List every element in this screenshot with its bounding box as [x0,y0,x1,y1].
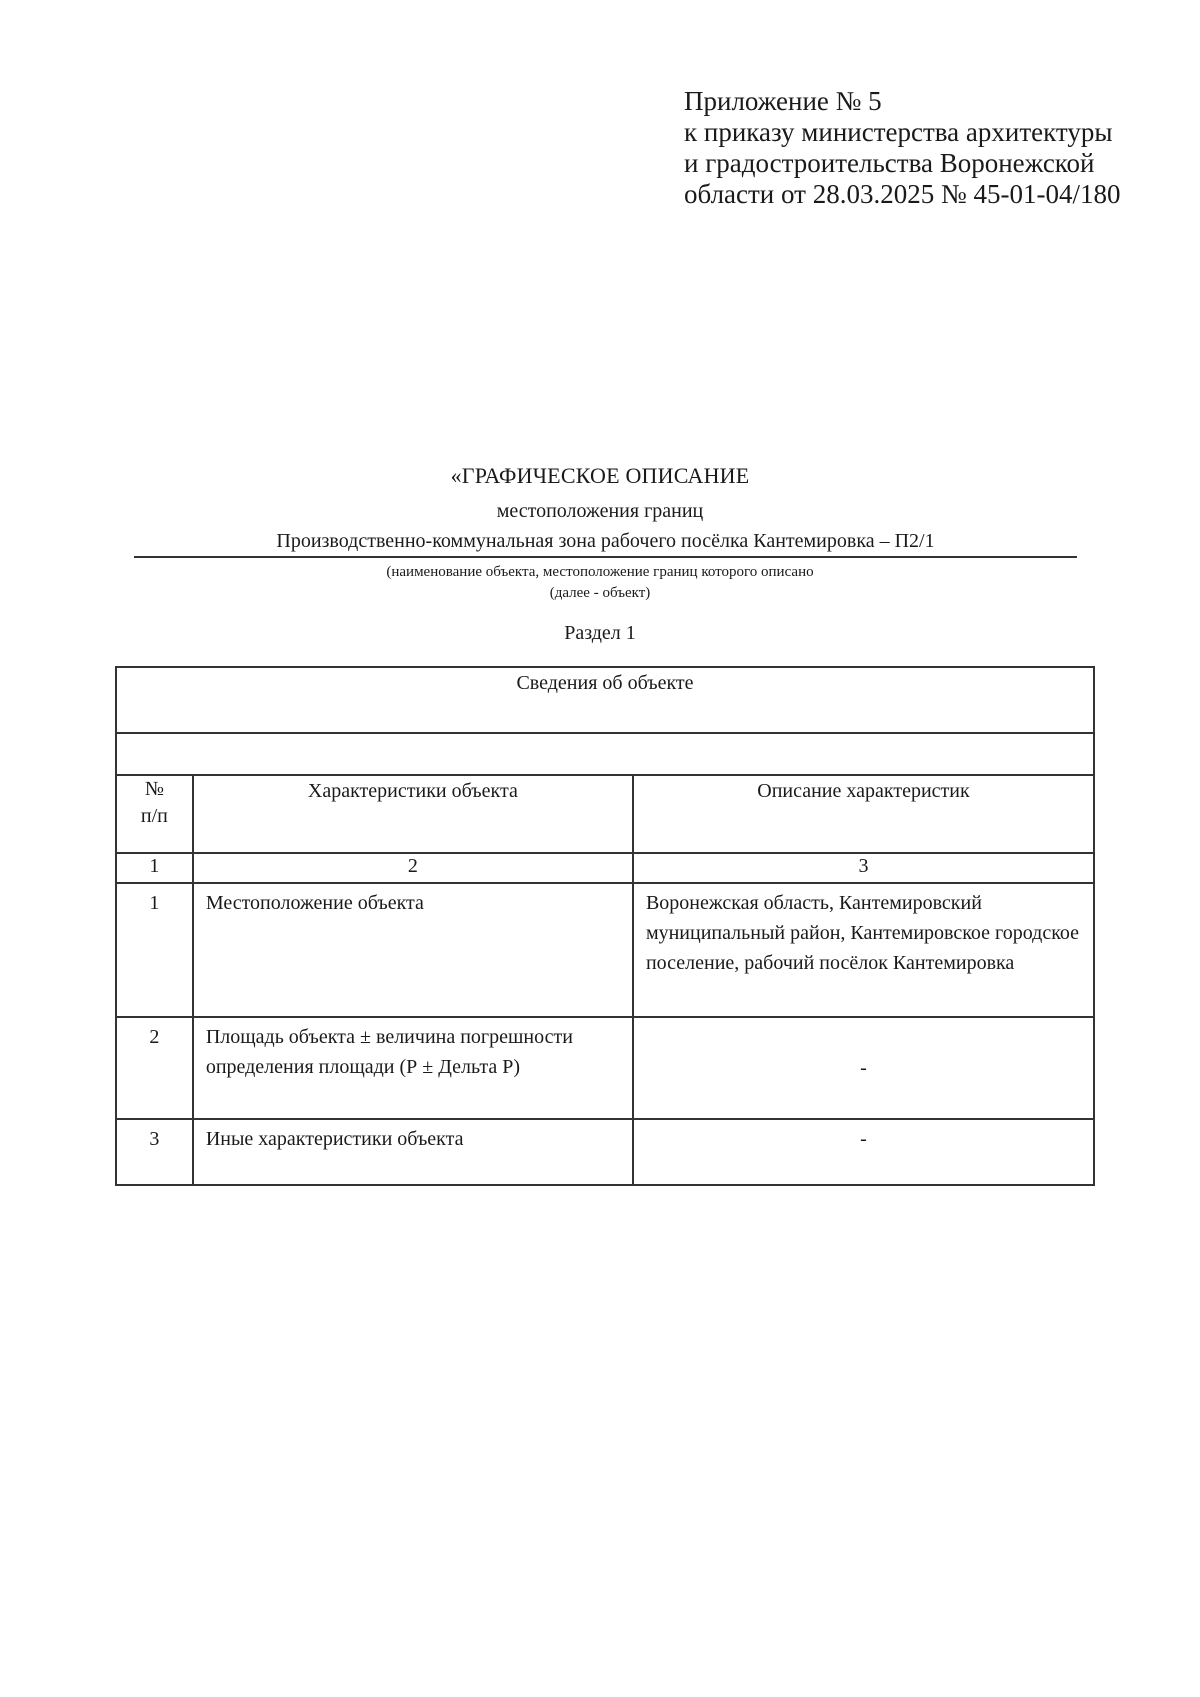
table-column-header-row [116,775,1094,853]
row-description: Воронежская область, Кантемировский муниципальный район, Кантемировское городское поселение, рабочий посёлок Кантемировка [633,883,1094,1017]
object-name: Производственно-коммунальная зона рабочего посёлка Кантемировка – П2/1 [134,528,1077,558]
title-block [120,462,1080,646]
table-row [116,883,1094,1017]
document-title: «ГРАФИЧЕСКОЕ ОПИСАНИЕ [450,463,750,488]
column-header-number-line-1: № [144,778,164,800]
table-blank-row [116,733,1094,775]
row-description: - [633,1017,1094,1119]
appendix-line-2: к приказу министерства архитектуры [684,117,1113,147]
row-number: 2 [116,1017,193,1119]
row-number: 1 [116,883,193,1017]
appendix-header [684,86,1120,210]
table-row [116,1017,1094,1119]
row-characteristic: Иные характеристики объекта [193,1119,633,1185]
appendix-line-3: и градостроительства Воронежской [684,148,1095,178]
table-heading: Сведения об объекте [116,667,1094,733]
appendix-line-1: Приложение № 5 [684,86,882,116]
table-row [116,1119,1094,1185]
appendix-line-4: области от 28.03.2025 № 45-01-04/180 [684,179,1121,209]
column-header-characteristics: Характеристики объекта [193,775,633,853]
row-number: 3 [116,1119,193,1185]
object-name-caption-2: (далее - объект) [549,585,651,601]
section-label: Раздел 1 [564,622,636,644]
object-name-caption-1: (наименование объекта, местоположение границ которого описано [386,564,814,580]
column-header-description: Описание характеристик [633,775,1094,853]
object-info-table [115,666,1095,1186]
column-number-2: 2 [193,853,633,883]
row-characteristic: Местоположение объекта [193,883,633,1017]
column-number-1: 1 [116,853,193,883]
table-heading-row [116,667,1094,733]
column-number-3: 3 [633,853,1094,883]
column-header-number [116,775,193,853]
column-header-number-line-2: п/п [140,805,168,827]
document-subtitle: местоположения границ [496,500,704,522]
table-column-number-row [116,853,1094,883]
row-characteristic: Площадь объекта ± величина погрешности определения площади (Р ± Дельта Р) [193,1017,633,1119]
row-description: - [633,1119,1094,1185]
table-blank-cell [116,733,1094,775]
